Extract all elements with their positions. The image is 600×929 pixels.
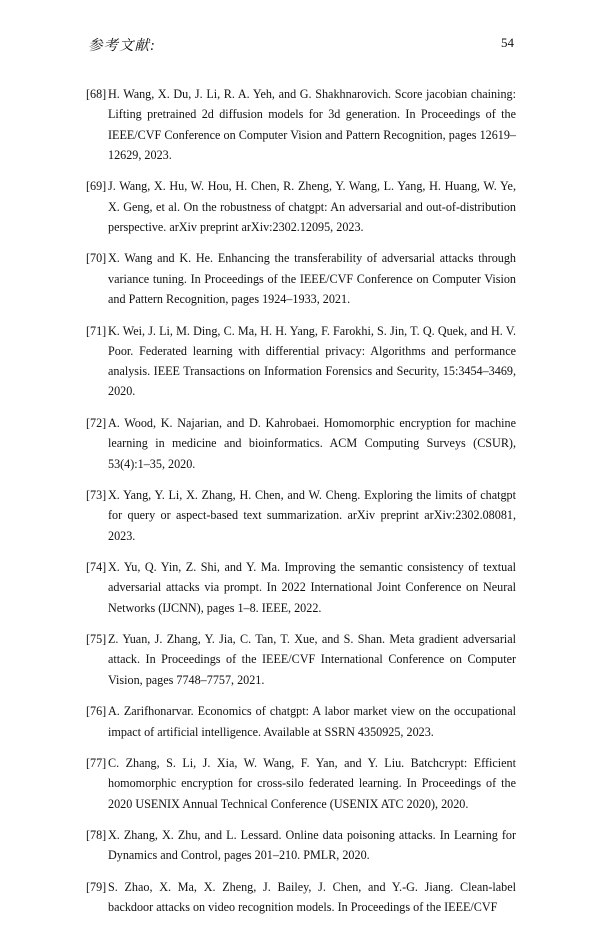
reference-number: [71] — [86, 323, 107, 338]
reference-text: X. Wang and K. He. Enhancing the transferability of adversarial attacks through variance tuning. In Proceedings of the IEEE/CVF Conference on Computer Vision and Pattern Recognition, pages 1924–1933, 2021. — [108, 251, 516, 307]
reference-text: X. Zhang, X. Zhu, and L. Lessard. Online data poisoning attacks. In Learning for Dynamics and Control, pages 201–210. PMLR, 2020. — [108, 828, 516, 863]
reference-item — [86, 321, 516, 402]
reference-item — [86, 413, 516, 474]
reference-text: H. Wang, X. Du, J. Li, R. A. Yeh, and G. Shakhnarovich. Score jacobian chaining: Lifting pretrained 2d diffusion models for 3d generation. In Proceedings of the IEEE/CVF Conference on Computer Vision and Pattern Recognition, pages 12619–12629, 2023. — [108, 87, 516, 162]
reference-number: [74] — [86, 560, 107, 575]
reference-text: K. Wei, J. Li, M. Ding, C. Ma, H. H. Yang, F. Farokhi, S. Jin, T. Q. Quek, and H. V. Poor. Federated learning with differential privacy: Algorithms and performance analysis. IEEE Transactions on Information Forensics and Security, 15:3454–3469, 2020. — [108, 323, 516, 399]
reference-item — [86, 753, 516, 814]
reference-list — [86, 84, 516, 929]
reference-item — [86, 84, 516, 165]
reference-text: S. Zhao, X. Ma, X. Zheng, J. Bailey, J. Chen, and Y.-G. Jiang. Clean-label backdoor attacks on video recognition models. In Proceedings of the IEEE/CVF — [108, 879, 516, 915]
reference-text: C. Zhang, S. Li, J. Xia, W. Wang, F. Yan, and Y. Liu. Batchcrypt: Efficient homomorphic encryption for cross-silo federated learning. In Proceedings of the 2020 USENIX Annual Technical Conference (USENIX ATC 2020), 2020. — [108, 756, 516, 811]
page-header — [88, 34, 514, 54]
reference-number: [69] — [86, 179, 107, 194]
reference-text: Z. Yuan, J. Zhang, Y. Jia, C. Tan, T. Xue, and S. Shan. Meta gradient adversarial attack. In Proceedings of the IEEE/CVF International Conference on Computer Vision, pages 7748–7757, 2021. — [108, 632, 516, 687]
reference-item — [86, 176, 516, 237]
reference-item — [86, 877, 516, 918]
reference-item — [86, 701, 516, 742]
reference-item — [86, 557, 516, 618]
reference-number: [75] — [86, 632, 107, 647]
reference-text: J. Wang, X. Hu, W. Hou, H. Chen, R. Zheng, Y. Wang, L. Yang, H. Huang, W. Ye, X. Geng, et al. On the robustness of chatgpt: An adversarial and out-of-distribution perspective. arXiv preprint arXiv:2302.12095, 2023. — [108, 179, 516, 234]
reference-text: A. Wood, K. Najarian, and D. Kahrobaei. Homomorphic encryption for machine learning in medicine and bioinformatics. ACM Computing Surveys (CSUR), 53(4):1–35, 2020. — [108, 415, 516, 471]
reference-number: [70] — [86, 251, 107, 266]
page-number: 54 — [501, 35, 514, 50]
reference-number: [73] — [86, 487, 107, 502]
section-title: 参考文献: — [88, 38, 156, 54]
reference-number: [78] — [86, 828, 107, 843]
reference-item — [86, 825, 516, 866]
reference-item — [86, 485, 516, 546]
reference-item — [86, 248, 516, 309]
reference-text: X. Yu, Q. Yin, Z. Shi, and Y. Ma. Improving the semantic consistency of textual adversarial attacks via prompt. In 2022 International Joint Conference on Neural Networks (IJCNN), pages 1–8. IEEE, 2022. — [108, 560, 516, 615]
reference-number: [77] — [86, 756, 107, 770]
reference-text: A. Zarifhonarvar. Economics of chatgpt: A labor market view on the occupational impact of artificial intelligence. Available at SSRN 4350925, 2023. — [108, 704, 516, 739]
reference-number: [76] — [86, 704, 107, 719]
reference-number: [72] — [86, 415, 107, 430]
reference-item — [86, 629, 516, 690]
reference-number: [79] — [86, 879, 107, 894]
reference-number: [68] — [86, 87, 107, 101]
reference-text: X. Yang, Y. Li, X. Zhang, H. Chen, and W. Cheng. Exploring the limits of chatgpt for query or aspect-based text summarization. arXiv preprint arXiv:2302.08081, 2023. — [108, 487, 516, 543]
